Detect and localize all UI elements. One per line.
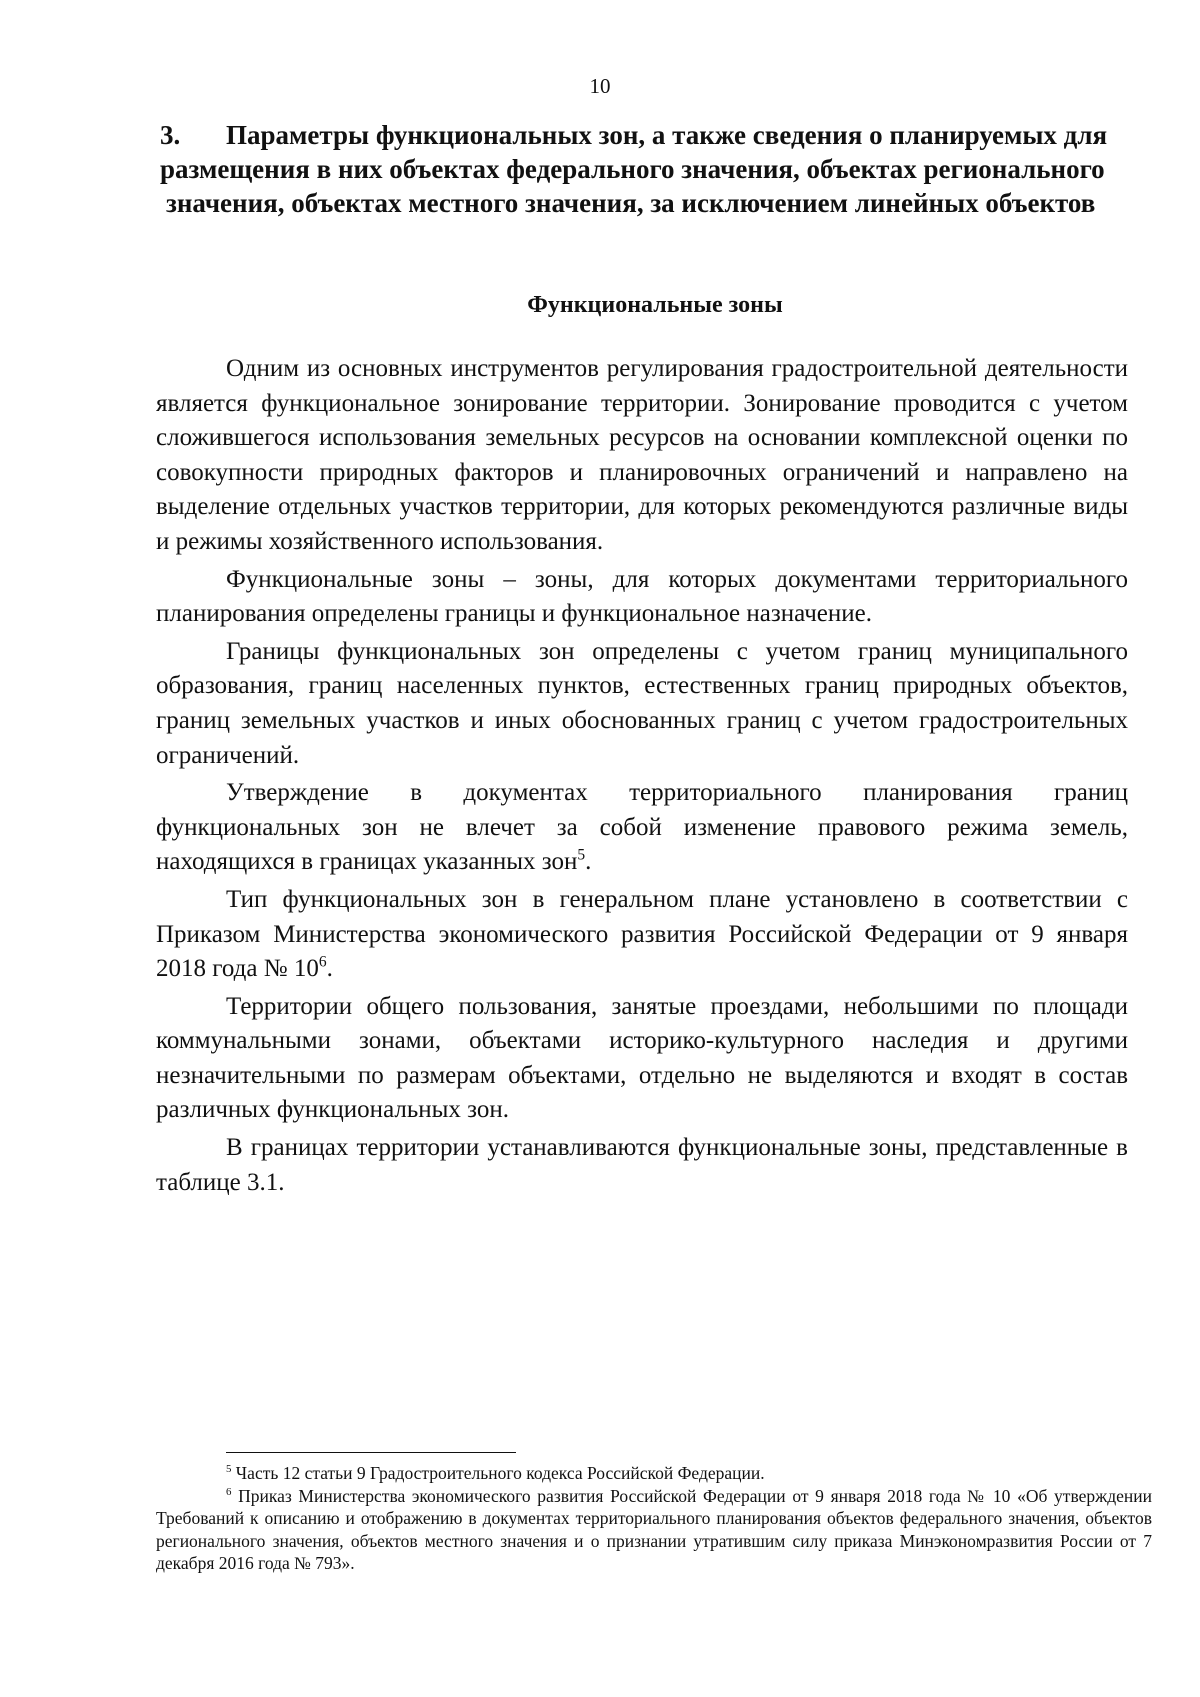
section-heading-line-1 [160,118,1150,152]
paragraph-zone-boundaries: Границы функциональных зон определены с учетом границ муниципального образования, границ населенных пунктов, естественных границ природных объектов, границ земельных участков и иных обоснованных границ с учетом градостроительных ограничений. [156,637,1128,769]
paragraph-legal-regime [156,776,1128,880]
footnote-6-mark: 6 [226,1485,232,1498]
footnote-5 [156,1462,1152,1485]
section-title-part-1: Параметры функциональных зон, а также сведения о планируемых для [226,120,1108,150]
section-heading-line-2: размещения в них объектах федерального значения, объектах регионального [160,154,1105,184]
subsection-heading: Функциональные зоны [527,292,783,318]
body-text [156,352,1128,1200]
footnote-6-text: Приказ Министерства экономического развития Российской Федерации от 9 января 2018 года № 10 «Об утверждении Требований к описанию и отображению в документах территориального планирования объектов федерального значения, объектов регионального значения, объектов местного значения и о признании утратившим силу приказа Минэкономразвития России от 7 декабря 2016 года № 793». [156,1485,1152,1573]
paragraph-legal-regime-end: . [585,848,592,876]
paragraph-zone-definition: Функциональные зоны – зоны, для которых документами территориального планирования определены границы и функциональное назначение. [156,565,1128,628]
footnote-separator [226,1452,516,1453]
footnote-5-text: Часть 12 статьи 9 Градостроительного кодекса Российской Федерации. [235,1463,765,1483]
page-number: 10 [589,74,611,98]
footnotes [156,1462,1152,1575]
paragraph-zone-types [156,883,1128,987]
section-number: 3. [160,120,181,150]
section-heading-line-3: значения, объектах местного значения, за исключением линейных объектов [166,188,1096,218]
footnote-ref-6: 6 [318,953,327,971]
footnote-ref-5: 5 [577,846,586,864]
paragraph-zone-types-text: Тип функциональных зон в генеральном плане установлено в соответствии с Приказом Министерства экономического развития Российской Федерации от 9 января 2018 года № 10 [156,885,1128,983]
paragraph-zone-types-end: . [326,955,333,983]
paragraph-zoning-intro: Одним из основных инструментов регулирования градостроительной деятельности является функциональное зонирование территории. Зонирование проводится с учетом сложившегося использования земельных ресурсов на основании комплексной оценки по совокупности природных факторов и планировочных ограничений и направлено на выделение отдельных участков территории, для которых рекомендуются различные виды и режимы хозяйственного использования. [156,355,1128,555]
paragraph-table-reference: В границах территории устанавливаются функциональные зоны, представленные в таблице 3.1. [156,1134,1128,1196]
paragraph-legal-regime-text: Утверждение в документах территориального планирования границ функциональных зон не влечет за собой изменение правового режима земель, находящихся в границах указанных зон [156,779,1128,876]
footnote-5-mark: 5 [226,1463,232,1476]
paragraph-public-areas: Территории общего пользования, занятые проездами, небольшими по площади коммунальными зонами, объектами историко-культурного наследия и другими незначительными по размерам объектами, отдельно не выделяются и входят в состав различных функциональных зон. [156,992,1128,1124]
section-heading [160,118,1150,220]
footnote-6 [156,1485,1152,1575]
